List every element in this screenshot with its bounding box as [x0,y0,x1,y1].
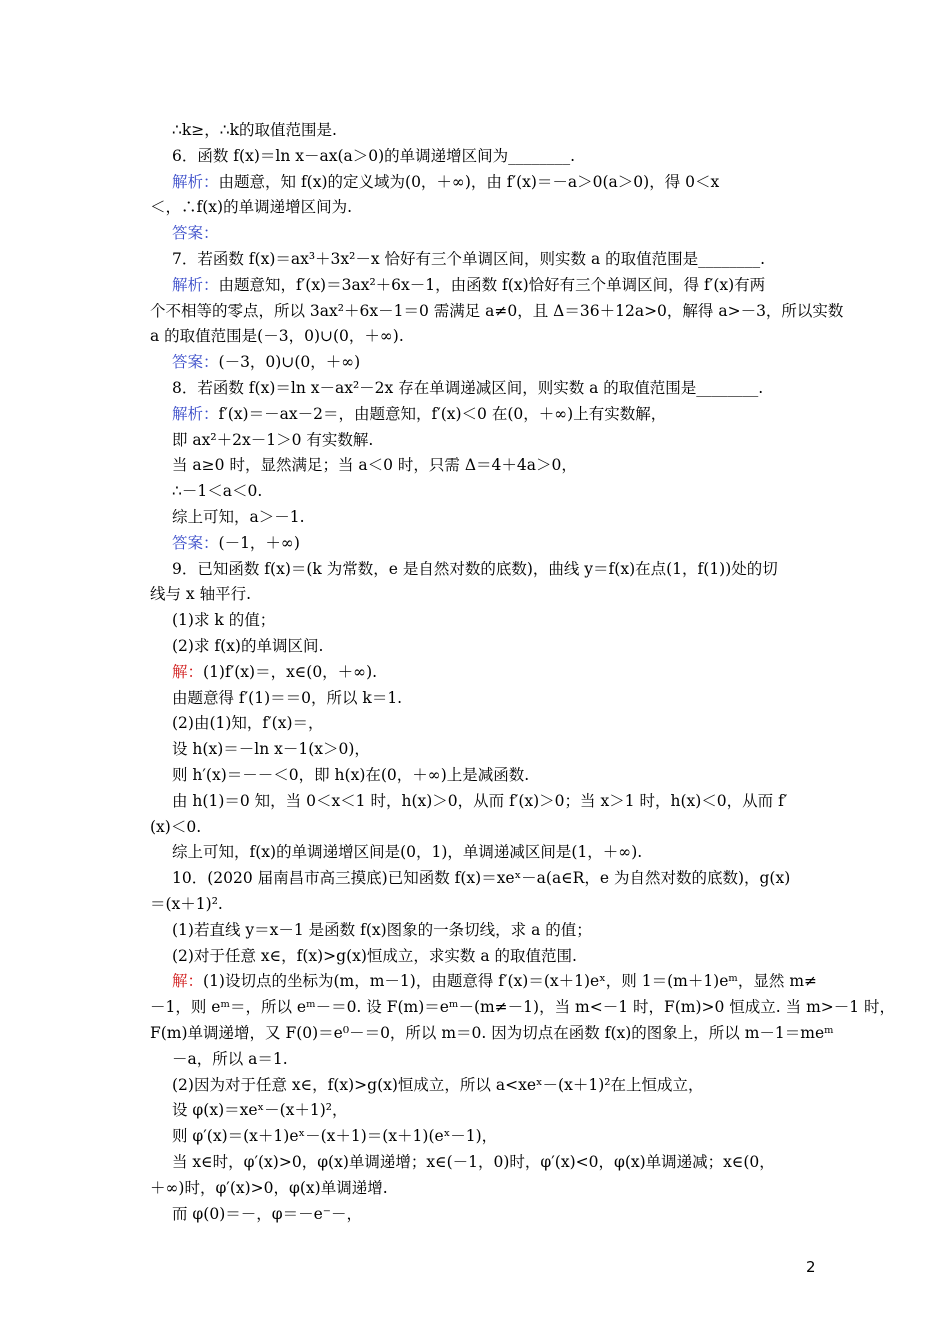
text-line [172,765,852,785]
line-text: (1)f′(x)＝，x∈(0，＋∞). [203,662,378,681]
line-text: 则 φ′(x)＝(x＋1)eˣ－(x＋1)＝(x＋1)(eˣ－1)， [172,1127,498,1146]
text-line [172,868,852,888]
line-text: (2)对于任意 x∈，f(x)>g(x)恒成立，求实数 a 的取值范围. [172,946,577,965]
line-text: 6．函数 f(x)＝ln x－ax(a＞0)的单调递增区间为________. [172,146,576,165]
line-text: 则 h′(x)＝－－＜0，即 h(x)在(0，＋∞)上是减函数. [172,766,530,784]
text-line [172,455,852,475]
text-line [172,946,852,966]
line-text: 由题意，知 f(x)的定义域为(0，＋∞)，由 f′(x)＝－a＞0(a＞0)，得 0＜x [218,172,720,191]
text-line [172,713,852,733]
text-line [172,481,852,501]
solution-label: 解： [172,972,204,991]
text-line [172,842,852,862]
line-text: ＋∞)时，φ′(x)>0，φ(x)单调递增. [150,1178,388,1197]
text-line [150,997,896,1017]
line-text: 设 φ(x)＝xeˣ－(x＋1)²， [172,1101,348,1120]
text-line [172,739,852,759]
text-line [150,197,830,217]
solution-label: 解： [172,662,204,681]
text-line [172,1204,852,1224]
line-text: 当 a≥0 时，显然满足；当 a＜0 时，只需 Δ＝4＋4a＞0， [172,456,577,475]
text-line [150,326,830,346]
answer-label: 答案： [172,533,219,552]
line-text: 由题意得 f′(1)＝＝0，所以 k＝1. [172,688,403,707]
line-text: ∴k≥，∴k的取值范围是. [172,121,337,139]
line-text: (2)求 f(x)的单调区间. [172,637,324,655]
text-line [172,610,852,630]
text-line [172,1152,852,1172]
line-text: f′(x)＝－ax－2＝，由题意知，f′(x)＜0 在(0，＋∞)上有实数解， [218,404,667,423]
text-line [172,559,852,579]
page-number: 2 [806,1258,816,1276]
line-text: ＜，∴f(x)的单调递增区间为. [150,198,353,217]
line-text: ∴－1＜a＜0. [172,482,263,501]
text-line [172,688,852,708]
line-text: －a，所以 a＝1. [172,1049,288,1068]
analysis-label: 解析： [172,275,219,294]
text-line [172,404,852,424]
text-line [172,275,852,295]
line-text: (－1，＋∞) [218,533,300,552]
text-line [150,894,830,914]
line-text: (1)若直线 y＝x－1 是函数 f(x)图象的一条切线，求 a 的值； [172,920,592,939]
text-line [172,662,852,682]
line-text: (1)求 k 的值； [172,611,276,630]
text-line [172,146,852,166]
line-text: 9．已知函数 f(x)＝(k 为常数，e 是自然对数的底数)，曲线 y＝f(x)在点(1，f(1))处的切 [172,559,778,578]
text-line [150,584,830,604]
text-line [172,430,852,450]
analysis-label: 解析： [172,172,219,191]
text-line [172,1049,852,1069]
text-line [172,533,852,553]
text-line [172,920,852,940]
text-line [172,1126,852,1146]
text-line [172,223,852,243]
line-text: 线与 x 轴平行. [150,585,252,604]
text-line [150,1178,830,1198]
line-text: 即 ax²＋2x－1＞0 有实数解. [172,430,374,449]
line-text: ＝(x＋1)². [150,895,223,913]
line-text: 由 h(1)＝0 知，当 0＜x＜1 时，h(x)＞0，从而 f′(x)＞0；当 x＞1 时，h(x)＜0，从而 f′ [172,791,788,810]
text-line [172,1075,852,1095]
text-line [150,301,844,321]
text-line [172,352,852,372]
line-text: (x)＜0. [150,817,202,836]
line-text: 7．若函数 f(x)＝ax³＋3x²－x 恰好有三个单调区间，则实数 a 的取值范围是________. [172,250,766,268]
text-line [172,378,852,398]
line-text: 综上可知，f(x)的单调递增区间是(0，1)，单调递减区间是(1，＋∞). [172,843,643,862]
text-line [172,791,852,811]
text-line [172,1100,852,1120]
line-text: 综上可知，a＞－1. [172,508,305,526]
line-text: 当 x∈时，φ′(x)>0，φ(x)单调递增；x∈(－1，0)时，φ′(x)<0，φ(x)单调递减；x∈(0， [172,1153,775,1171]
line-text: (2)因为对于任意 x∈，f(x)>g(x)恒成立，所以 a<xeˣ－(x＋1)²在上恒成立， [172,1075,704,1094]
line-text: F(m)单调递增，又 F(0)＝e⁰－＝0，所以 m＝0. 因为切点在函数 f(x)的图象上，所以 m－1＝meᵐ [150,1024,834,1042]
line-text: (1)设切点的坐标为(m，m－1)，由题意得 f′(x)＝(x＋1)eˣ，则 1＝(m＋1)eᵐ，显然 m≠ [203,972,818,991]
text-line [172,636,852,656]
text-line [172,507,852,527]
line-text: 由题意知，f′(x)＝3ax²＋6x－1，由函数 f(x)恰好有三个单调区间，得 f′(x)有两 [218,275,766,294]
text-line [172,172,852,192]
line-text: 而 φ(0)＝－，φ＝－e⁻－， [172,1204,362,1223]
line-text: 10．(2020 届南昌市高三摸底)已知函数 f(x)＝xeˣ－a(a∈R，e 为自然对数的底数)，g(x) [172,869,791,888]
line-text: 8．若函数 f(x)＝ln x－ax²－2x 存在单调递减区间，则实数 a 的取值范围是________. [172,379,764,397]
answer-label: 答案： [172,224,219,243]
text-line [172,120,852,140]
answer-label: 答案： [172,353,219,372]
text-line [172,971,852,991]
text-line [150,817,830,837]
text-line [150,1023,834,1043]
analysis-label: 解析： [172,404,219,423]
line-text: －1，则 eᵐ＝，所以 eᵐ－＝0. 设 F(m)＝eᵐ－(m≠－1)，当 m<－1 时，F(m)>0 恒成立. 当 m>－1 时， [150,998,896,1017]
text-line [172,249,852,269]
line-text: (－3，0)∪(0，＋∞) [218,353,361,372]
line-text: a 的取值范围是(－3，0)∪(0，＋∞). [150,327,404,346]
line-text: (2)由(1)知，f′(x)＝， [172,714,324,733]
line-text: 个不相等的零点，所以 3ax²＋6x－1＝0 需满足 a≠0，且 Δ＝36＋12a>0，解得 a>－3，所以实数 [150,301,844,320]
line-text: 设 h(x)＝－ln x－1(x＞0)， [172,740,370,759]
